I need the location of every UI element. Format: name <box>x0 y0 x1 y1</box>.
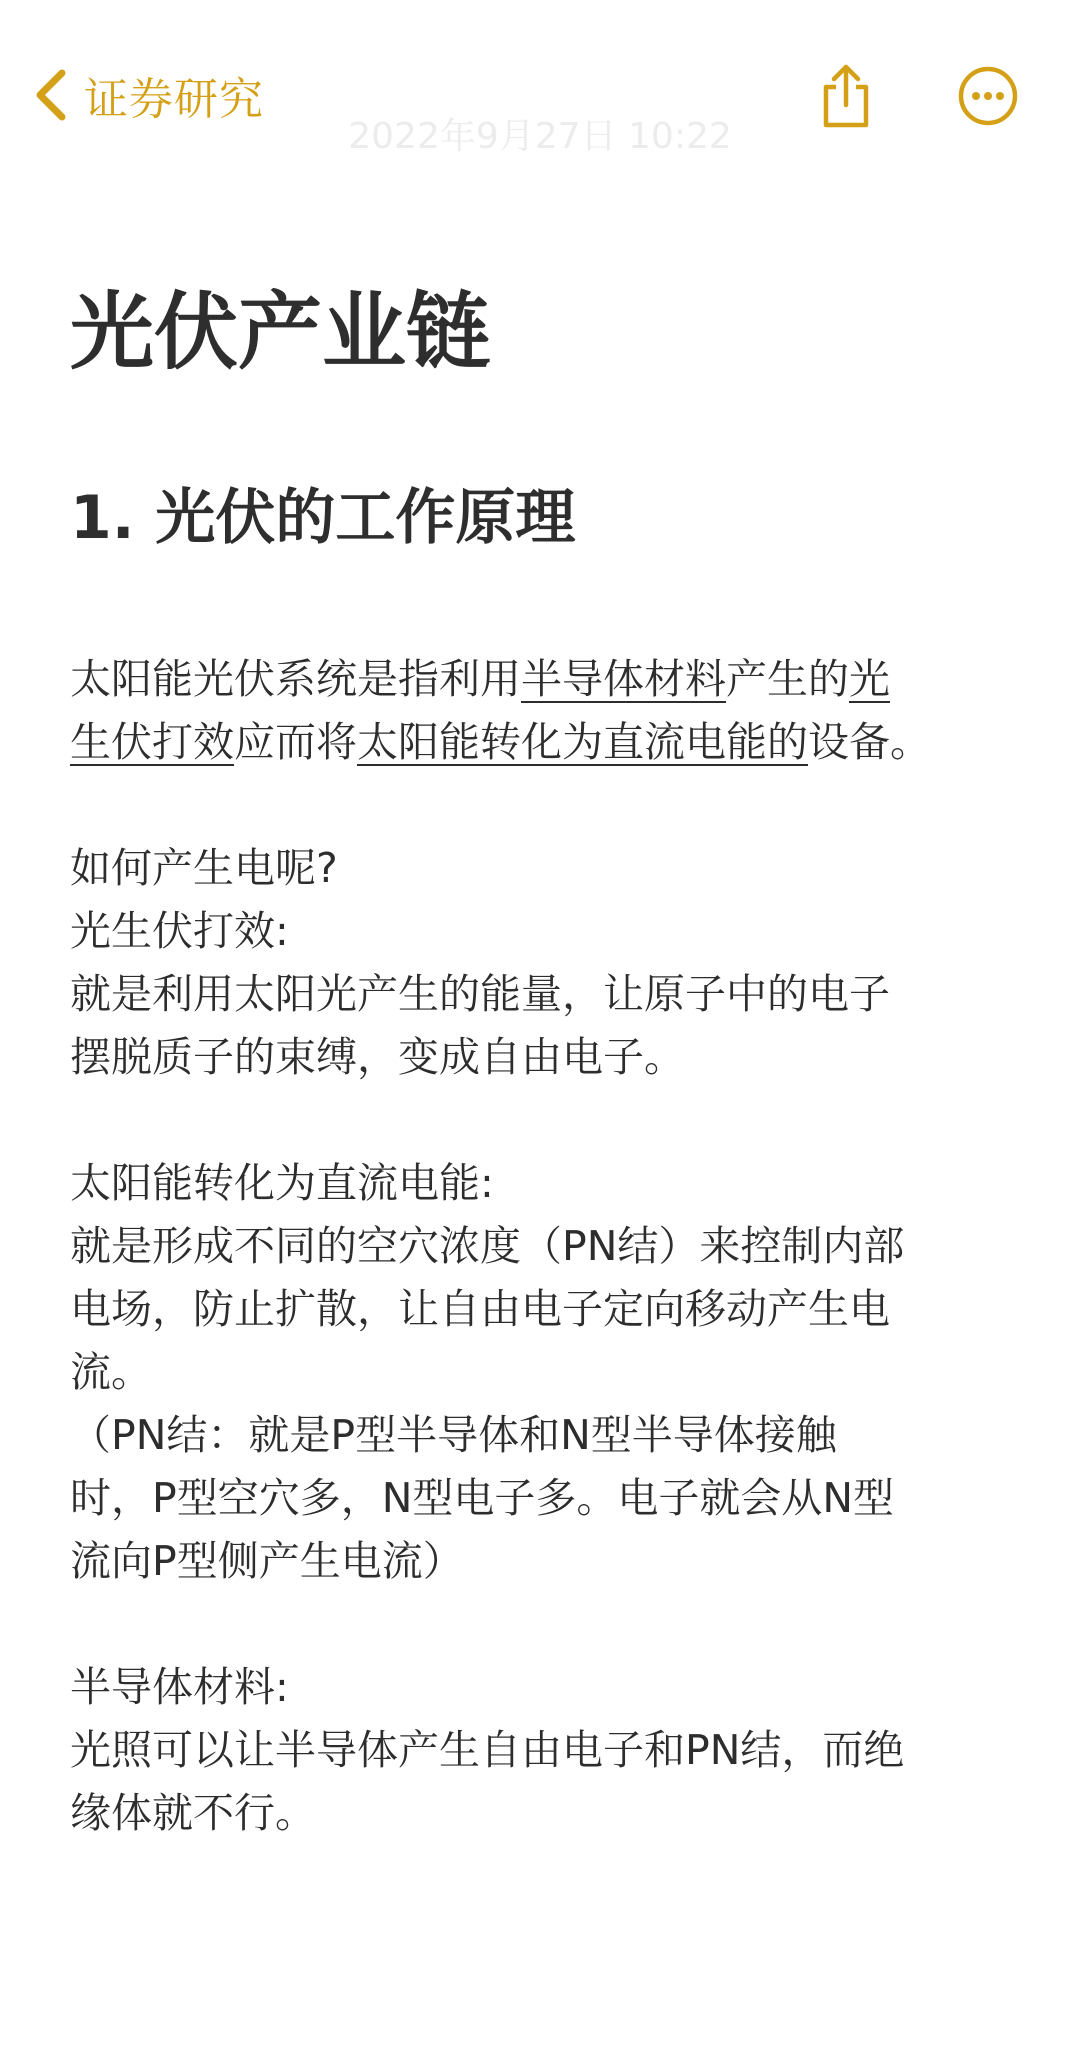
link-semiconductor-material: 半导体材料 <box>521 655 726 703</box>
text-line: 摆脱质子的束缚，变成自由电子。 <box>70 1033 685 1081</box>
text-line: 时，P型空穴多，N型电子多。电子就会从N型 <box>70 1474 895 1522</box>
text-line: 光生伏打效: <box>70 907 289 955</box>
link-photovoltaic-effect-2: 生伏打效 <box>70 718 234 766</box>
share-button[interactable] <box>808 58 884 134</box>
text-line: 如何产生电呢? <box>70 844 338 892</box>
intro-text-3: 应而将 <box>234 718 357 766</box>
note-title[interactable]: 光伏产业链 <box>70 283 491 381</box>
text-line: 太阳能转化为直流电能: <box>70 1159 494 1207</box>
section-heading[interactable]: 1. 光伏的工作原理 <box>70 483 576 553</box>
intro-text-2: 产生的 <box>726 655 849 703</box>
intro-paragraph <box>70 648 1020 774</box>
text-line: （PN结：就是P型半导体和N型半导体接触 <box>70 1411 837 1459</box>
text-line: 电场，防止扩散，让自由电子定向移动产生电 <box>70 1285 890 1333</box>
link-photovoltaic-effect-1: 光 <box>849 655 890 703</box>
nav-bar <box>0 0 1080 190</box>
text-line: 流向P型侧产生电流） <box>70 1537 464 1585</box>
link-solar-to-dc: 太阳能转化为直流电能的 <box>357 718 808 766</box>
text-line: 光照可以让半导体产生自由电子和PN结，而绝 <box>70 1726 905 1774</box>
more-icon <box>957 65 1019 127</box>
note-body[interactable] <box>70 648 1020 1845</box>
text-line: 就是形成不同的空穴浓度（PN结）来控制内部 <box>70 1222 905 1270</box>
text-line: 缘体就不行。 <box>70 1789 316 1837</box>
intro-text-1: 太阳能光伏系统是指利用 <box>70 655 521 703</box>
back-label: 证券研究 <box>84 74 264 125</box>
text-line: 半导体材料: <box>70 1663 289 1711</box>
text-line: 就是利用太阳光产生的能量，让原子中的电子 <box>70 970 890 1018</box>
intro-text-4: 设备。 <box>808 718 931 766</box>
note-date: 2022年9月27日 10:22 <box>348 116 732 157</box>
more-button[interactable] <box>950 58 1026 134</box>
share-icon <box>818 61 874 131</box>
text-line: 流。 <box>70 1348 152 1396</box>
